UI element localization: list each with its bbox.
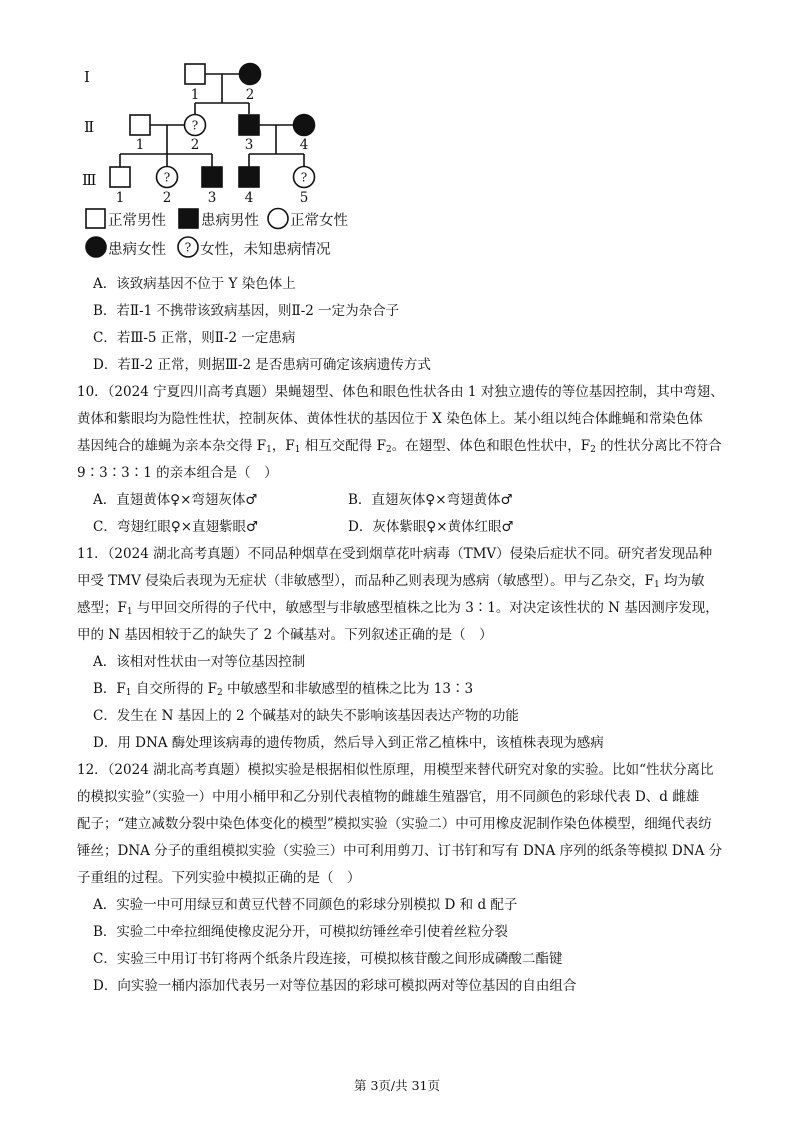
II-4-number: 4	[299, 137, 309, 153]
I-2-number: 2	[245, 87, 255, 103]
q12-line-5: 子重组的过程。下列实验中模拟正确的是（ ）	[77, 870, 361, 886]
legend-affected-male-symbol	[179, 209, 198, 228]
legend-affected-female-symbol	[86, 237, 106, 257]
legend-affected-female-label: 患病女性	[108, 242, 166, 258]
II-1-number: 1	[135, 137, 145, 153]
page-number: 第 3页/共 31页	[353, 1078, 441, 1093]
legend-normal-female-label: 正常女性	[290, 213, 348, 229]
q10-line-2: 黄体和紫眼均为隐性性状，控制灰体、黄体性状的基因位于 X 染色体上。某小组以纯合体雌蝇和常染色体	[77, 411, 703, 427]
q11-line-2: 甲受 TMV 侵染后表现为无症状（非敏感型），而品种乙则表现为感病（敏感型）。甲与乙杂交，$F_1$ 均为敏	[77, 573, 705, 590]
q9-option-c: C．若Ⅲ-5 正常，则Ⅱ-2 一定患病	[93, 330, 296, 346]
III-4-affected-male	[239, 167, 259, 187]
III-1-number: 1	[115, 190, 125, 206]
q10-option-c: C．弯翅红眼♀×直翅紫眼♂	[93, 519, 259, 535]
I-2-affected-female	[240, 64, 261, 85]
II-4-affected-female	[294, 115, 315, 136]
III-1-normal-male	[110, 167, 130, 187]
III-3-number: 3	[207, 190, 217, 206]
legend-normal-male-label: 正常男性	[108, 213, 166, 229]
III-4-number: 4	[244, 190, 254, 206]
legend-question-mark: ?	[184, 240, 192, 255]
generation-label-1: Ⅰ	[84, 68, 90, 86]
generation-label-3: Ⅲ	[82, 171, 97, 189]
legend-normal-male-symbol	[86, 209, 105, 228]
II-3-affected-male	[239, 115, 259, 135]
legend-normal-female-symbol	[268, 209, 288, 229]
legend-unknown-female-label: 女性，未知患病情况	[200, 242, 331, 258]
q12-option-a: A．实验一中可用绿豆和黄豆代替不同颜色的彩球分别模拟 D 和 d 配子	[93, 897, 518, 913]
II-2-question-mark: ?	[191, 118, 199, 133]
q10-option-d: D．灰体紫眼♀×黄体红眼♂	[348, 519, 514, 535]
III-3-affected-male	[202, 167, 222, 187]
III-5-question-mark: ?	[300, 170, 308, 185]
II-3-number: 3	[244, 137, 254, 153]
q10-option-a: A．直翅黄体♀×弯翅灰体♂	[93, 492, 258, 508]
q12-option-b: B．实验二中牵拉细绳使橡皮泥分开，可模拟纺锤丝牵引使着丝粒分裂	[93, 924, 508, 940]
q11-option-c: C．发生在 N 基因上的 2 个碱基对的缺失不影响该基因表达产物的功能	[93, 708, 519, 724]
II-2-number: 2	[190, 137, 200, 153]
q11-line-1: 11．（2024 湖北高考真题）不同品种烟草在受到烟草花叶病毒（TMV）侵染后症状不同。研究者发现品种	[77, 546, 713, 562]
III-2-number: 2	[162, 190, 172, 206]
q11-option-a: A．该相对性状由一对等位基因控制	[93, 654, 306, 670]
q12-option-d: D．向实验一桶内添加代表另一对等位基因的彩球可模拟两对等位基因的自由组合	[93, 978, 577, 994]
q9-option-b: B．若Ⅱ-1 不携带该致病基因，则Ⅱ-2 一定为杂合子	[93, 303, 400, 319]
q11-option-d: D．用 DNA 酶处理该病毒的遗传物质，然后导入到正常乙植株中，该植株表现为感病	[93, 735, 604, 751]
q9-option-d: D．若Ⅱ-2 正常，则据Ⅲ-2 是否患病可确定该病遗传方式	[93, 357, 431, 373]
q12-option-c: C．实验三中用订书钉将两个纸条片段连接，可模拟核苷酸之间形成磷酸二酯键	[93, 951, 563, 967]
q11-option-b: B．$F_1$ 自交所得的 $F_2$ 中敏感型和非敏感型的植株之比为 13∶3	[93, 681, 474, 698]
q12-line-1: 12．（2024 湖北高考真题）模拟实验是根据相似性原理，用模型来替代研究对象的实验。比如“性状分离比	[77, 762, 714, 778]
q10-line-3: 基因纯合的雄蝇为亲本杂交得 $F_1$，$F_1$ 相互交配得 $F_2$。在翅型、体色和眼色性状中，$F_2$ 的性状分离比不符合	[77, 438, 722, 455]
q10-line-4: 9∶3∶3∶1 的亲本组合是（ ）	[77, 465, 278, 481]
q11-line-4: 甲的 N 基因相较于乙的缺失了 2 个碱基对。下列叙述正确的是（ ）	[77, 627, 493, 643]
q11-line-3: 感型；$F_1$ 与甲回交所得的子代中，敏感型与非敏感型植株之比为 3∶1。对决定该性状的 N 基因测序发现，	[77, 600, 719, 617]
q12-line-2: 的模拟实验”（实验一）中用小桶甲和乙分别代表植物的雌雄生殖器官，用不同颜色的彩球代表 D、d 雌雄	[77, 789, 700, 805]
q9-option-a: A．该致病基因不位于 Y 染色体上	[93, 276, 296, 292]
q12-line-3: 配子；“建立减数分裂中染色体变化的模型”模拟实验（实验二）中可用橡皮泥制作染色体模型，细绳代表纺	[77, 816, 712, 832]
q10-option-b: B．直翅灰体♀×弯翅黄体♂	[348, 492, 513, 508]
q12-line-4: 锤丝；DNA 分子的重组模拟实验（实验三）中可利用剪刀、订书钉和写有 DNA 序列的纸条等模拟 DNA 分	[77, 843, 723, 859]
II-1-normal-male	[130, 115, 150, 135]
legend-affected-male-label: 患病男性	[201, 213, 259, 229]
I-1-number: 1	[190, 87, 200, 103]
III-5-number: 5	[299, 190, 309, 206]
III-2-question-mark: ?	[163, 170, 171, 185]
I-1-normal-male	[185, 64, 205, 84]
q10-line-1: 10．（2024 宁夏四川高考真题）果蝇翅型、体色和眼色性状各由 1 对独立遗传的等位基因控制，其中弯翅、	[77, 384, 724, 400]
generation-label-2: Ⅱ	[84, 118, 95, 136]
